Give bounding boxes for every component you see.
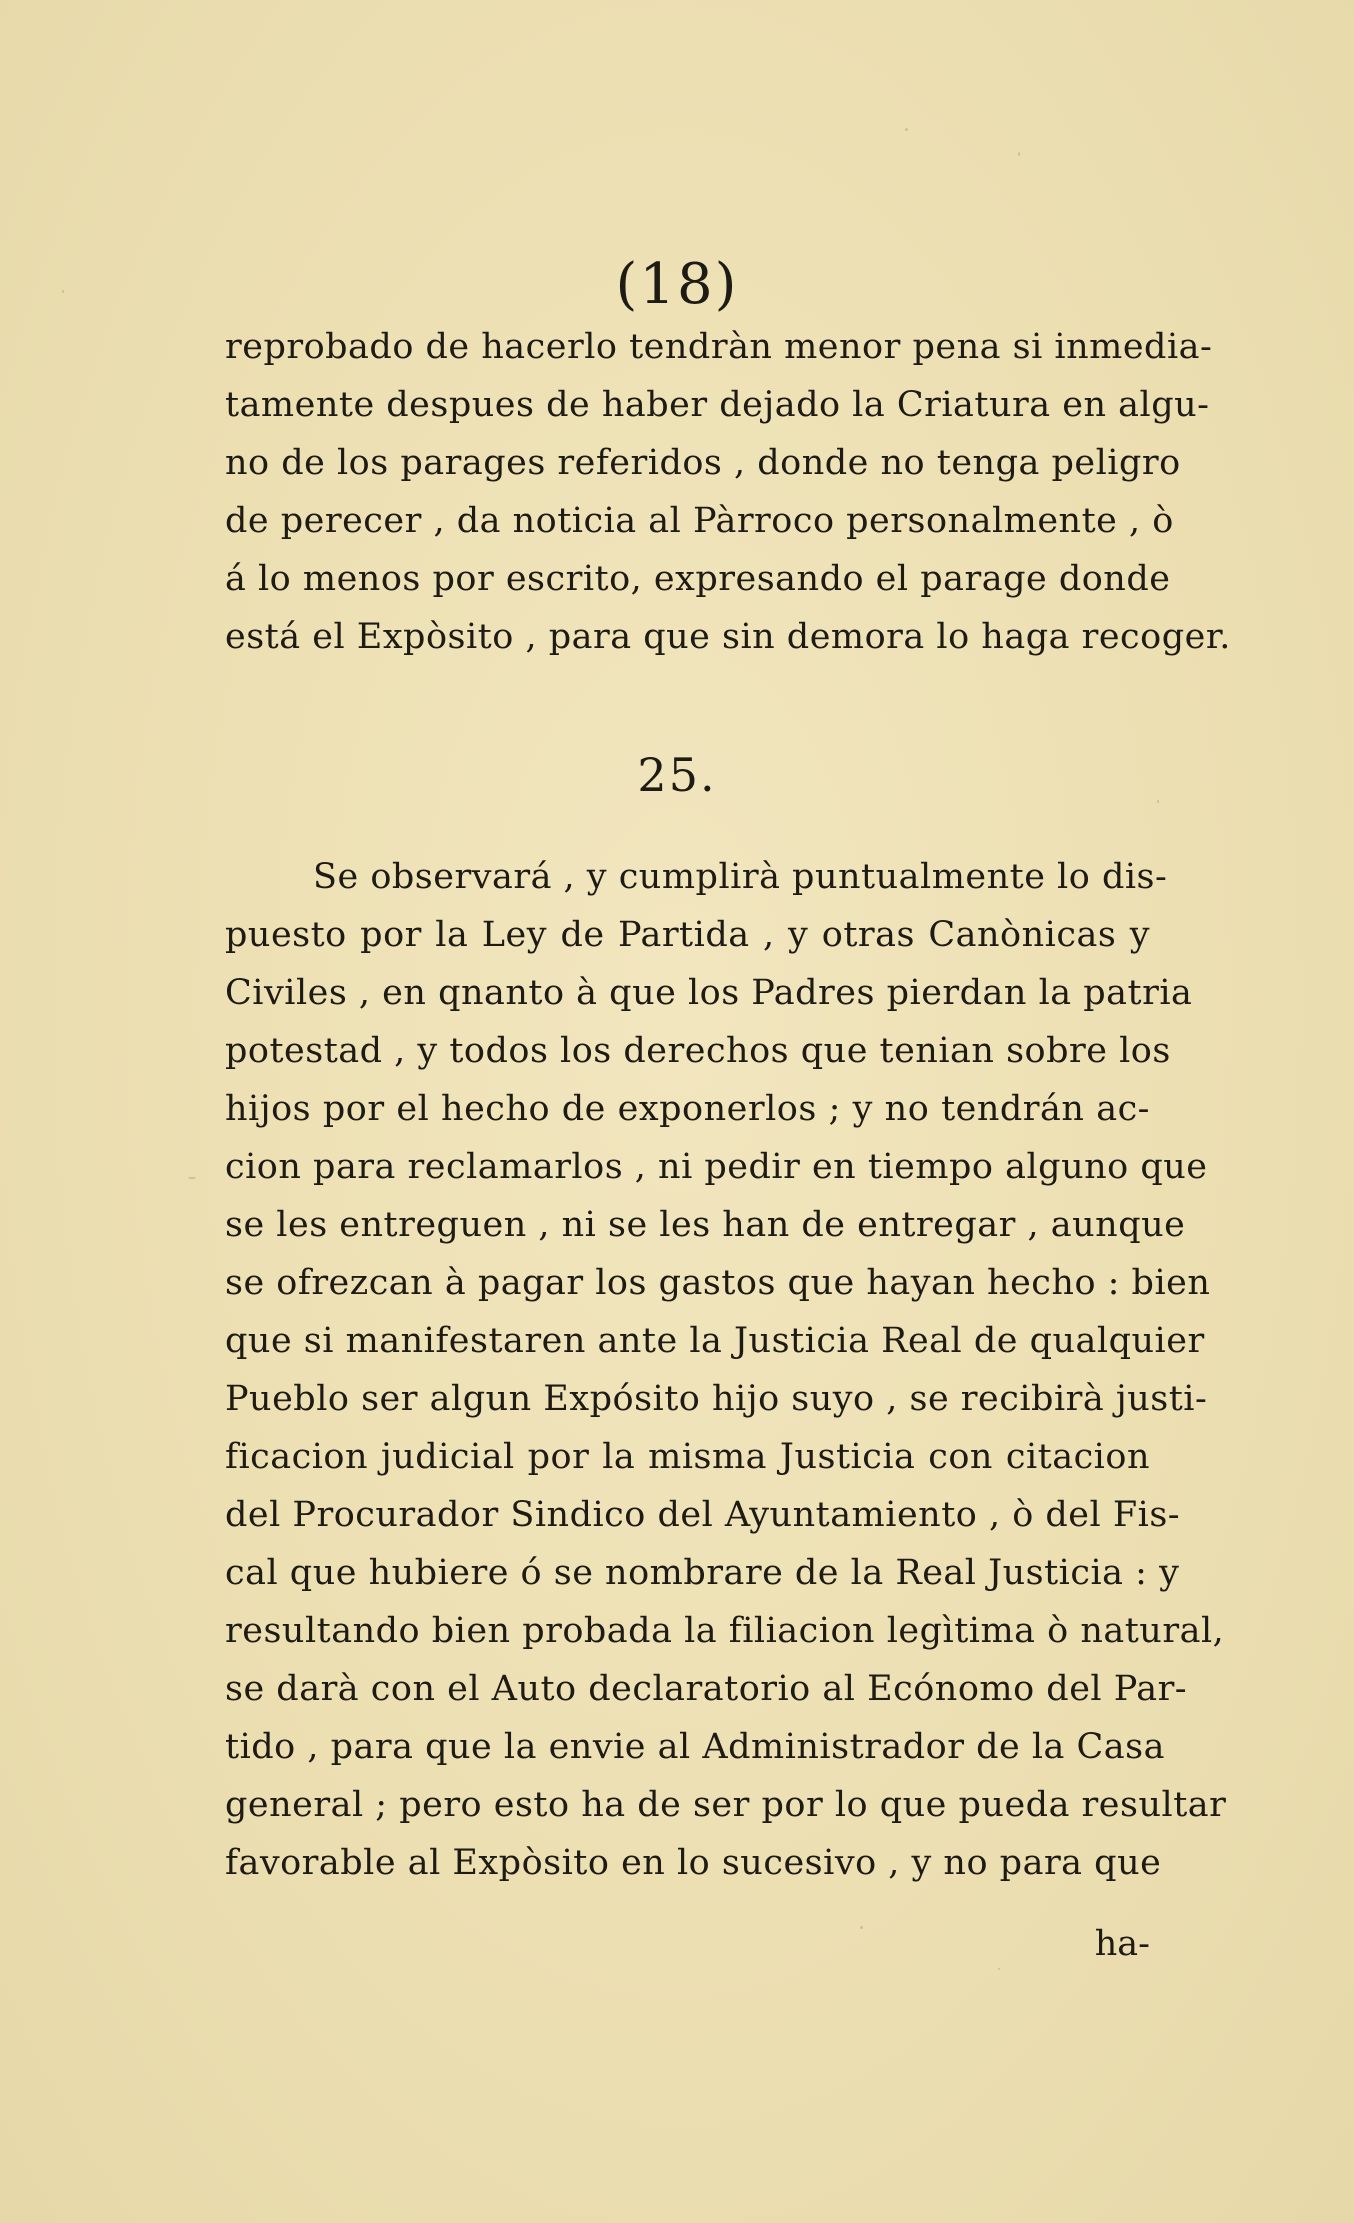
paper-speck — [905, 128, 908, 131]
text-line: se ofrezcan à pagar los gastos que hayan hecho : bien — [225, 1263, 1211, 1303]
page-number: (18) — [615, 252, 739, 317]
section-paragraph — [225, 848, 1227, 1892]
paper-speck — [998, 1968, 1000, 1970]
paragraph-continuation — [225, 318, 1231, 666]
text-line: del Procurador Sindico del Ayuntamiento , ò del Fis- — [225, 1495, 1181, 1535]
text-line: hijos por el hecho de exponerlos ; y no tendrán ac- — [225, 1089, 1150, 1129]
text-line: se les entreguen , ni se les han de entregar , aunque — [225, 1205, 1186, 1245]
text-line: ficacion judicial por la misma Justicia con citacion — [225, 1437, 1150, 1477]
text-line: de perecer , da noticia al Pàrroco personalmente , ò — [225, 501, 1174, 541]
text-line: general ; pero esto ha de ser por lo que pueda resultar — [225, 1785, 1227, 1825]
text-line: á lo menos por escrito, expresando el parage donde — [225, 559, 1171, 599]
text-line: tido , para que la envie al Administrador de la Casa — [225, 1727, 1165, 1767]
catchword: ha- — [1094, 1924, 1150, 1964]
paper-speck — [188, 1177, 196, 1179]
text-line: tamente despues de haber dejado la Criatura en algu- — [225, 385, 1210, 425]
paper-speck — [62, 290, 64, 293]
text-line: está el Expòsito , para que sin demora lo haga recoger. — [225, 617, 1231, 657]
paper-speck — [1157, 800, 1159, 803]
text-line: resultando bien probada la filiacion legìtima ò natural, — [225, 1611, 1225, 1651]
text-line: se darà con el Auto declaratorio al Ecónomo del Par- — [225, 1669, 1188, 1709]
text-line: cion para reclamarlos , ni pedir en tiempo alguno que — [225, 1147, 1208, 1187]
text-line: no de los parages referidos , donde no tenga peligro — [225, 443, 1181, 483]
text-line: reprobado de hacerlo tendràn menor pena si inmedia- — [225, 327, 1213, 367]
text-line: Se observará , y cumplirà puntualmente lo dis- — [313, 857, 1168, 897]
text-line: puesto por la Ley de Partida , y otras Canònicas y — [225, 915, 1150, 955]
text-line: favorable al Expòsito en lo sucesivo , y no para que — [225, 1843, 1162, 1883]
text-line: potestad , y todos los derechos que tenian sobre los — [225, 1031, 1171, 1071]
text-line: Pueblo ser algun Expósito hijo suyo , se recibirà justi- — [225, 1379, 1208, 1419]
section-number: 25. — [637, 748, 717, 802]
text-line: cal que hubiere ó se nombrare de la Real Justicia : y — [225, 1553, 1180, 1593]
text-line: Civiles , en qnanto à que los Padres pierdan la patria — [225, 973, 1193, 1013]
paper-speck — [860, 1926, 863, 1929]
text-line: que si manifestaren ante la Justicia Real de qualquier — [225, 1321, 1205, 1361]
paper-speck — [1018, 152, 1020, 156]
